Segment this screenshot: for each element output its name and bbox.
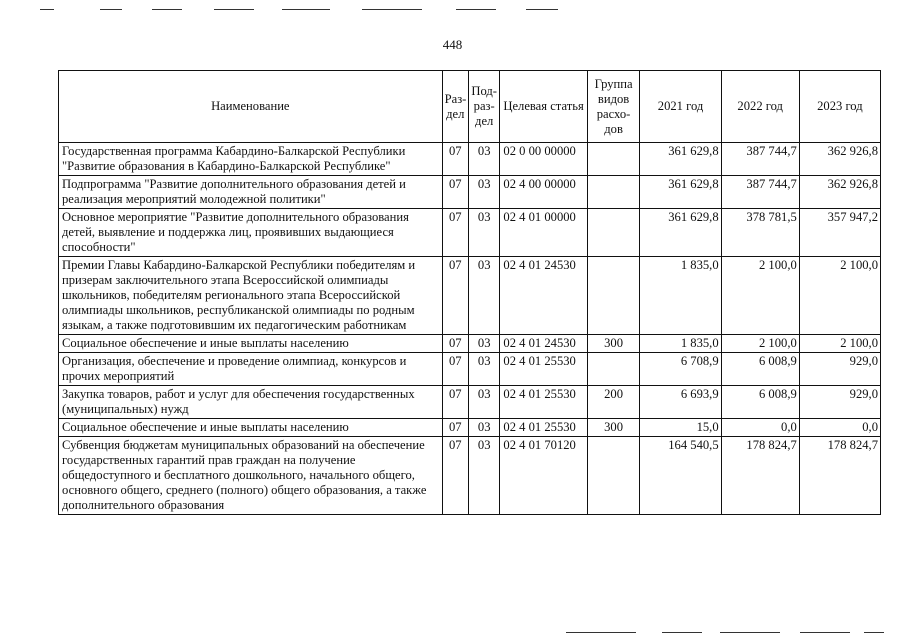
row-expense-group: 300 bbox=[587, 419, 640, 437]
row-section: 07 bbox=[442, 386, 468, 419]
row-value-2022: 6 008,9 bbox=[721, 386, 799, 419]
row-value-2021: 15,0 bbox=[640, 419, 721, 437]
scan-artifact-top-7 bbox=[456, 9, 496, 10]
page-number: 448 bbox=[442, 37, 463, 52]
header-2021: 2021 год bbox=[640, 71, 721, 143]
header-name: Наименование bbox=[59, 71, 443, 143]
row-name: Социальное обеспечение и иные выплаты населению bbox=[59, 335, 443, 353]
row-name: Основное мероприятие "Развитие дополнительного образования детей, выявление и поддержка лиц, проявивших выдающиеся способности" bbox=[59, 209, 443, 257]
row-value-2022: 2 100,0 bbox=[721, 335, 799, 353]
row-value-2022: 387 744,7 bbox=[721, 176, 799, 209]
row-target-article: 02 4 01 25530 bbox=[500, 419, 587, 437]
row-value-2021: 1 835,0 bbox=[640, 335, 721, 353]
header-2022: 2022 год bbox=[721, 71, 799, 143]
row-section: 07 bbox=[442, 353, 468, 386]
scan-artifact-top-3 bbox=[152, 9, 182, 10]
scan-artifact-bottom-4 bbox=[800, 632, 850, 633]
row-subsection: 03 bbox=[468, 209, 499, 257]
row-target-article: 02 4 01 70120 bbox=[500, 437, 587, 515]
row-value-2022: 378 781,5 bbox=[721, 209, 799, 257]
header-target-article: Целевая статья bbox=[500, 71, 587, 143]
row-value-2023: 178 824,7 bbox=[799, 437, 880, 515]
row-value-2022: 178 824,7 bbox=[721, 437, 799, 515]
table-row bbox=[59, 257, 881, 335]
row-target-article: 02 4 01 24530 bbox=[500, 335, 587, 353]
table-row bbox=[59, 386, 881, 419]
row-value-2022: 0,0 bbox=[721, 419, 799, 437]
row-value-2023: 2 100,0 bbox=[799, 257, 880, 335]
row-value-2023: 2 100,0 bbox=[799, 335, 880, 353]
row-value-2023: 362 926,8 bbox=[799, 143, 880, 176]
row-subsection: 03 bbox=[468, 257, 499, 335]
row-value-2023: 362 926,8 bbox=[799, 176, 880, 209]
row-value-2021: 164 540,5 bbox=[640, 437, 721, 515]
row-expense-group bbox=[587, 143, 640, 176]
row-value-2021: 6 693,9 bbox=[640, 386, 721, 419]
row-subsection: 03 bbox=[468, 419, 499, 437]
scan-artifact-bottom-1 bbox=[566, 632, 636, 633]
budget-table bbox=[58, 70, 881, 515]
row-subsection: 03 bbox=[468, 437, 499, 515]
row-section: 07 bbox=[442, 419, 468, 437]
row-name: Социальное обеспечение и иные выплаты населению bbox=[59, 419, 443, 437]
row-value-2023: 929,0 bbox=[799, 353, 880, 386]
row-expense-group bbox=[587, 353, 640, 386]
header-expense-group: Группа видов расхо-дов bbox=[587, 71, 640, 143]
table-row bbox=[59, 176, 881, 209]
table-header-row bbox=[59, 71, 881, 143]
row-target-article: 02 4 01 00000 bbox=[500, 209, 587, 257]
row-name: Подпрограмма "Развитие дополнительного образования детей и реализация мероприятий молодежной политики" bbox=[59, 176, 443, 209]
row-subsection: 03 bbox=[468, 353, 499, 386]
header-subsection: Под-раз-дел bbox=[468, 71, 499, 143]
row-section: 07 bbox=[442, 209, 468, 257]
row-section: 07 bbox=[442, 437, 468, 515]
row-name: Премии Главы Кабардино-Балкарской Республики победителям и призерам заключительного этапа Всероссийской олимпиады школьников, победителям регионального этапа Всероссийской олимпиады школьников, республиканской олимпиады по родным языкам, а также подготовившим их педагогическим работникам bbox=[59, 257, 443, 335]
row-target-article: 02 4 01 25530 bbox=[500, 353, 587, 386]
scan-artifact-bottom-5 bbox=[864, 632, 884, 633]
row-expense-group: 200 bbox=[587, 386, 640, 419]
row-value-2023: 0,0 bbox=[799, 419, 880, 437]
table-row bbox=[59, 143, 881, 176]
row-target-article: 02 4 00 00000 bbox=[500, 176, 587, 209]
row-subsection: 03 bbox=[468, 335, 499, 353]
row-value-2023: 929,0 bbox=[799, 386, 880, 419]
row-value-2022: 387 744,7 bbox=[721, 143, 799, 176]
row-target-article: 02 0 00 00000 bbox=[500, 143, 587, 176]
row-value-2023: 357 947,2 bbox=[799, 209, 880, 257]
table-row bbox=[59, 335, 881, 353]
scan-artifact-top-8 bbox=[526, 9, 558, 10]
row-value-2021: 1 835,0 bbox=[640, 257, 721, 335]
row-subsection: 03 bbox=[468, 386, 499, 419]
scan-artifact-top-2 bbox=[100, 9, 122, 10]
row-section: 07 bbox=[442, 335, 468, 353]
row-name: Организация, обеспечение и проведение олимпиад, конкурсов и прочих мероприятий bbox=[59, 353, 443, 386]
row-value-2021: 361 629,8 bbox=[640, 143, 721, 176]
row-expense-group bbox=[587, 437, 640, 515]
scan-artifact-top-6 bbox=[362, 9, 422, 10]
row-target-article: 02 4 01 25530 bbox=[500, 386, 587, 419]
row-expense-group: 300 bbox=[587, 335, 640, 353]
row-expense-group bbox=[587, 176, 640, 209]
row-name: Субвенция бюджетам муниципальных образований на обеспечение государственных гарантий прав граждан на получение общедоступного и бесплатного дошкольного, начального общего, основного общего, среднего (полного) общего образования, а также дополнительного образования bbox=[59, 437, 443, 515]
row-name: Закупка товаров, работ и услуг для обеспечения государственных (муниципальных) нужд bbox=[59, 386, 443, 419]
scan-artifact-bottom-2 bbox=[662, 632, 702, 633]
scan-artifact-top-1 bbox=[40, 9, 54, 10]
table-row bbox=[59, 419, 881, 437]
table-row bbox=[59, 437, 881, 515]
row-value-2021: 6 708,9 bbox=[640, 353, 721, 386]
row-section: 07 bbox=[442, 143, 468, 176]
header-2023: 2023 год bbox=[799, 71, 880, 143]
row-expense-group bbox=[587, 257, 640, 335]
table-row bbox=[59, 209, 881, 257]
scan-artifact-top-5 bbox=[282, 9, 330, 10]
row-expense-group bbox=[587, 209, 640, 257]
table-row bbox=[59, 353, 881, 386]
header-section: Раз-дел bbox=[442, 71, 468, 143]
row-subsection: 03 bbox=[468, 143, 499, 176]
row-value-2022: 2 100,0 bbox=[721, 257, 799, 335]
row-section: 07 bbox=[442, 176, 468, 209]
scan-artifact-bottom-3 bbox=[720, 632, 780, 633]
row-value-2021: 361 629,8 bbox=[640, 176, 721, 209]
row-value-2022: 6 008,9 bbox=[721, 353, 799, 386]
row-target-article: 02 4 01 24530 bbox=[500, 257, 587, 335]
scan-artifact-top-4 bbox=[214, 9, 254, 10]
row-value-2021: 361 629,8 bbox=[640, 209, 721, 257]
row-subsection: 03 bbox=[468, 176, 499, 209]
row-name: Государственная программа Кабардино-Балкарской Республики "Развитие образования в Кабардино-Балкарской Республике" bbox=[59, 143, 443, 176]
row-section: 07 bbox=[442, 257, 468, 335]
